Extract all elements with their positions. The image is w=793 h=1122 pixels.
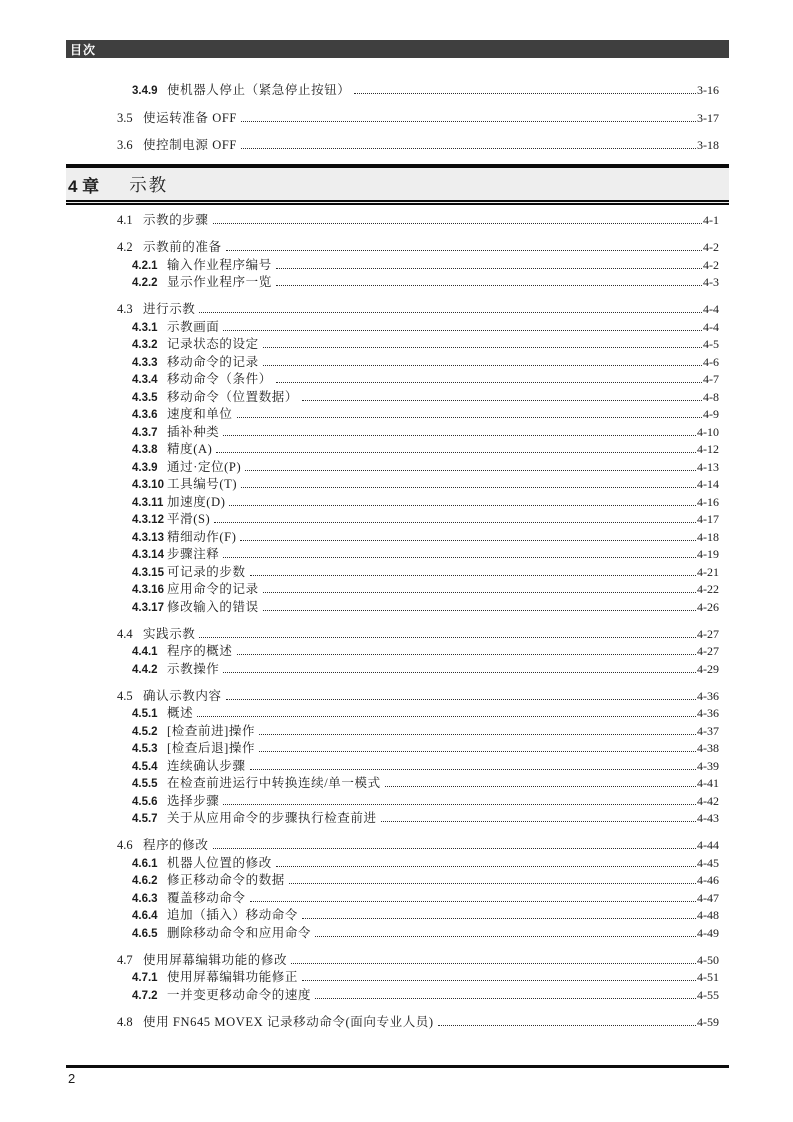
dot-leader — [240, 540, 696, 541]
toc-entry-title: 精度(A) — [167, 442, 213, 456]
toc-entry-title: 连续确认步骤 — [167, 758, 246, 773]
toc-entry-number: 4.3.11 — [132, 496, 164, 509]
dot-leader — [250, 901, 696, 902]
toc-entry-page: 4-2 — [703, 240, 719, 254]
toc-entry-page: 4-21 — [697, 564, 719, 579]
toc-entry-title: 在检查前进运行中转换连续/单一模式 — [167, 776, 381, 790]
dot-leader — [214, 522, 696, 523]
toc-entry-number: 4.3 — [117, 302, 133, 316]
toc-entry-number: 4.6 — [117, 838, 133, 852]
toc-entry[interactable] — [66, 641, 729, 659]
toc-entry[interactable] — [66, 853, 729, 871]
toc-entry-number: 4.5.6 — [132, 795, 158, 808]
toc-entry-page: 4-46 — [697, 873, 719, 887]
toc-entry-number: 4.5.3 — [132, 743, 158, 755]
toc-entry-number: 4.5.7 — [132, 813, 158, 825]
toc-entry[interactable] — [66, 950, 729, 968]
chapter-title: 示教 — [129, 174, 169, 195]
toc-entry-page: 4-39 — [697, 758, 719, 773]
dot-leader — [276, 268, 702, 269]
dot-leader — [245, 470, 696, 471]
toc-entry-page: 4-10 — [697, 424, 719, 439]
toc-entry-page: 4-4 — [703, 319, 719, 334]
toc-entry-number: 4.3.6 — [132, 409, 158, 421]
toc-entry-number: 4.3.10 — [132, 479, 164, 491]
toc-entry-page: 4-41 — [697, 776, 719, 790]
dot-leader — [237, 417, 702, 418]
dot-leader — [223, 804, 696, 805]
toc-entry[interactable] — [66, 457, 729, 475]
toc-entry-number: 4.3.4 — [132, 374, 158, 386]
toc-entry-number: 4.3.14 — [132, 549, 164, 561]
dot-leader — [250, 575, 696, 576]
toc-entry-title: 应用命令的记录 — [167, 582, 259, 596]
toc-entry[interactable] — [66, 108, 729, 126]
toc-entry-title: 实践示教 — [143, 626, 196, 641]
dot-leader — [263, 592, 696, 593]
toc-entry[interactable] — [66, 492, 729, 510]
toc-entry-number: 3.6 — [117, 138, 133, 152]
dot-leader — [199, 637, 696, 638]
toc-entry-page: 4-19 — [697, 547, 719, 561]
toc-entry-page: 4-49 — [697, 925, 719, 940]
toc-entry[interactable] — [66, 923, 729, 941]
toc-entry-number: 4.5.2 — [132, 725, 158, 738]
toc-entry-page: 3-17 — [697, 110, 719, 125]
toc-entry-number: 4.3.12 — [132, 514, 164, 526]
dot-leader — [302, 400, 702, 401]
toc-entry-number: 4.3.9 — [132, 461, 158, 474]
dot-leader — [263, 347, 702, 348]
toc-entry-title: 移动命令（条件） — [167, 372, 272, 386]
toc-entry-page: 4-18 — [697, 529, 719, 544]
dot-leader — [216, 452, 696, 453]
toc-entry-page: 4-44 — [697, 838, 719, 852]
toc-entry-title: 通过·定位(P) — [167, 459, 242, 474]
toc-entry[interactable] — [66, 905, 729, 923]
dot-leader — [302, 918, 696, 919]
page-header-label: 目次 — [70, 42, 97, 57]
toc-entry-page: 4-9 — [703, 407, 719, 421]
toc-entry-page: 4-59 — [697, 1014, 719, 1029]
toc-entry-title: 示教画面 — [167, 319, 220, 334]
toc-entry-page: 4-38 — [697, 741, 719, 755]
toc-entry-page: 4-48 — [697, 908, 719, 922]
toc-entry-page: 4-16 — [697, 494, 719, 509]
dot-leader — [438, 1025, 696, 1026]
toc-entry-number: 3.5 — [117, 110, 133, 125]
dot-leader — [223, 330, 702, 331]
toc-entry[interactable] — [66, 352, 729, 370]
toc-entry-title: 平滑(S) — [167, 512, 211, 526]
toc-entry-page: 4-6 — [703, 354, 719, 369]
toc-entry-title: 关于从应用命令的步骤执行检查前进 — [167, 811, 377, 825]
toc-entry-title: 使用屏幕编辑功能修正 — [167, 970, 299, 984]
toc-entry-page: 4-27 — [697, 644, 719, 658]
toc-entry[interactable] — [66, 439, 729, 457]
toc-entry[interactable] — [66, 870, 729, 888]
toc-entry-title: 步骤注释 — [167, 547, 220, 561]
toc-entry-page: 4-1 — [703, 213, 719, 227]
toc-entry-number: 4.6.2 — [132, 875, 158, 887]
toc-entry-title: 程序的修改 — [143, 838, 209, 852]
toc-entry-page: 4-47 — [697, 890, 719, 905]
toc-entry-title: 使运转准备 OFF — [143, 110, 237, 125]
toc-entry-page: 4-26 — [697, 599, 719, 614]
toc-entry[interactable] — [66, 404, 729, 422]
toc-entry[interactable] — [66, 387, 729, 405]
toc-entry-number: 4.7.1 — [132, 972, 158, 984]
toc-entry-number: 4.1 — [117, 213, 133, 227]
dot-leader — [291, 963, 696, 964]
toc-entry-title: 示教操作 — [167, 661, 220, 676]
toc-entry[interactable] — [66, 703, 729, 721]
toc-entry-number: 4.3.17 — [132, 601, 164, 614]
toc-chapter4 — [66, 210, 729, 1029]
toc-entry[interactable] — [66, 985, 729, 1003]
toc-entry[interactable] — [66, 659, 729, 677]
dot-leader — [276, 285, 702, 286]
dot-leader — [226, 250, 702, 251]
toc-entry-title: 移动命令的记录 — [167, 354, 259, 369]
toc-entry-page: 4-17 — [697, 512, 719, 526]
toc-entry-number: 4.5.5 — [132, 778, 158, 790]
toc-entry-page: 4-43 — [697, 811, 719, 825]
dot-leader — [289, 883, 696, 884]
toc-entry-number: 4.3.2 — [132, 339, 158, 351]
toc-entry-title: 覆盖移动命令 — [167, 890, 246, 905]
toc-entry[interactable] — [66, 597, 729, 615]
toc-entry[interactable] — [66, 544, 729, 562]
toc-entry-page: 4-12 — [697, 442, 719, 456]
toc-entry-title: 选择步骤 — [167, 793, 220, 808]
toc-entry-page: 4-22 — [697, 582, 719, 596]
toc-entry-number: 4.4.1 — [132, 646, 158, 658]
toc-entry-title: 一并变更移动命令的速度 — [167, 987, 312, 1002]
toc-entry-page: 4-55 — [697, 987, 719, 1002]
toc-entry-page: 4-36 — [697, 688, 719, 703]
dot-leader — [223, 435, 696, 436]
dot-leader — [381, 821, 696, 822]
toc-entry-title: 移动命令（位置数据） — [167, 389, 299, 404]
dot-leader — [241, 487, 696, 488]
toc-entry-number: 4.3.3 — [132, 356, 158, 369]
toc-entry-page: 4-5 — [703, 337, 719, 351]
toc-entry-number: 4.6.5 — [132, 927, 158, 940]
toc-entry[interactable] — [66, 255, 729, 273]
toc-entry-number: 4.4 — [117, 626, 133, 641]
toc-entry-title: 示教前的准备 — [143, 240, 222, 254]
toc-entry-page: 4-8 — [703, 389, 719, 404]
dot-leader — [229, 505, 696, 506]
toc-entry[interactable] — [66, 80, 729, 98]
dot-leader — [199, 312, 702, 313]
dot-leader — [276, 382, 702, 383]
toc-entry-title: 输入作业程序编号 — [167, 257, 272, 272]
chapter4-heading — [66, 164, 729, 205]
dot-leader — [226, 699, 696, 700]
toc-entry[interactable] — [66, 756, 729, 774]
toc-entry-number: 4.3.7 — [132, 426, 158, 439]
toc-entry-title: 使机器人停止（紧急停止按钮） — [167, 83, 351, 97]
toc-entry[interactable] — [66, 527, 729, 545]
dot-leader — [250, 769, 696, 770]
footer-page-number: 2 — [68, 1071, 76, 1086]
toc-entry[interactable] — [66, 579, 729, 597]
dot-leader — [302, 980, 696, 981]
toc-entry-page: 4-51 — [697, 970, 719, 984]
toc-entry[interactable] — [66, 562, 729, 580]
toc-entry-title: 使控制电源 OFF — [143, 138, 237, 152]
toc-entry-number: 4.2.1 — [132, 259, 158, 272]
toc-entry-title: 使用屏幕编辑功能的修改 — [143, 952, 288, 967]
dot-leader — [213, 223, 702, 224]
dot-leader — [223, 557, 696, 558]
footer-rule — [66, 1065, 729, 1068]
dot-leader — [223, 672, 696, 673]
toc-entry-number: 4.5.1 — [132, 708, 158, 720]
toc-entry-number: 4.6.4 — [132, 910, 158, 922]
toc-entry[interactable] — [66, 369, 729, 387]
toc-entry-title: 确认示教内容 — [143, 688, 222, 703]
toc-entry-number: 4.3.15 — [132, 566, 164, 579]
toc-entry-page: 3-16 — [697, 83, 719, 97]
toc-entry[interactable] — [66, 888, 729, 906]
toc-entry[interactable] — [66, 808, 729, 826]
toc-entry-title: 程序的概述 — [167, 644, 233, 658]
toc-entry[interactable] — [66, 791, 729, 809]
dot-leader — [315, 998, 696, 999]
toc-entry-page: 4-13 — [697, 459, 719, 474]
toc-entry[interactable] — [66, 967, 729, 985]
toc-entry[interactable] — [66, 334, 729, 352]
dot-leader — [259, 751, 696, 752]
toc-entry-page: 3-18 — [697, 138, 719, 152]
toc-entry-page: 4-2 — [703, 257, 719, 272]
toc-entry-page: 4-27 — [697, 626, 719, 641]
toc-entry-page: 4-36 — [697, 706, 719, 720]
toc-entry-number: 4.3.13 — [132, 531, 164, 544]
toc-entry-title: 修改输入的错误 — [167, 599, 259, 614]
toc-entry-number: 4.3.16 — [132, 584, 164, 596]
toc-entry[interactable] — [66, 272, 729, 290]
toc-chapter3-tail — [66, 76, 729, 153]
toc-entry-number: 4.7 — [117, 952, 133, 967]
toc-entry-page: 4-14 — [697, 477, 719, 491]
toc-entry-number: 4.3.5 — [132, 391, 158, 404]
toc-entry[interactable] — [66, 299, 729, 317]
toc-entry-title: 显示作业程序一览 — [167, 275, 272, 289]
toc-entry[interactable] — [66, 135, 729, 153]
toc-entry-number: 4.8 — [117, 1014, 133, 1029]
toc-entry-number: 4.6.1 — [132, 857, 158, 870]
dot-leader — [259, 734, 696, 735]
toc-entry[interactable] — [66, 210, 729, 228]
toc-entry-page: 4-42 — [697, 793, 719, 808]
toc-entry-title: 机器人位置的修改 — [167, 855, 272, 870]
toc-entry-title: 工具编号(T) — [167, 477, 238, 491]
toc-entry-page: 4-29 — [697, 661, 719, 676]
toc-entry-title: 修正移动命令的数据 — [167, 873, 285, 887]
toc-entry-number: 4.3.1 — [132, 321, 158, 334]
toc-entry-title: 加速度(D) — [167, 494, 226, 509]
toc-entry[interactable] — [66, 237, 729, 255]
toc-entry-number: 4.3.8 — [132, 444, 158, 456]
toc-entry[interactable] — [66, 422, 729, 440]
toc-entry-page: 4-37 — [697, 723, 719, 738]
toc-entry-title: 插补种类 — [167, 424, 220, 439]
toc-entry-title: 精细动作(F) — [167, 529, 237, 544]
toc-entry[interactable] — [66, 835, 729, 853]
toc-entry[interactable] — [66, 738, 729, 756]
toc-entry[interactable] — [66, 624, 729, 642]
dot-leader — [241, 121, 696, 122]
toc-entry-title: 记录状态的设定 — [167, 337, 259, 351]
dot-leader — [241, 148, 696, 149]
toc-entry-title: [检查前进]操作 — [167, 723, 256, 738]
toc-entry-title: 可记录的步数 — [167, 564, 246, 579]
dot-leader — [354, 93, 696, 94]
toc-entry-title: 进行示教 — [143, 302, 196, 316]
toc-entry[interactable] — [66, 773, 729, 791]
toc-entry[interactable] — [66, 1012, 729, 1030]
toc-entry-title: 追加（插入）移动命令 — [167, 908, 299, 922]
toc-entry-title: [检查后退]操作 — [167, 741, 256, 755]
toc-entry-number: 4.7.2 — [132, 989, 158, 1002]
toc-entry-title: 概述 — [167, 706, 194, 720]
dot-leader — [385, 786, 696, 787]
toc-entry-number: 4.2 — [117, 240, 133, 254]
toc-entry-number: 4.6.3 — [132, 892, 158, 905]
dot-leader — [263, 610, 696, 611]
toc-entry[interactable] — [66, 317, 729, 335]
toc-entry-title: 示教的步骤 — [143, 213, 209, 227]
toc-entry-page: 4-4 — [703, 302, 719, 316]
toc-entry-number: 4.4.2 — [132, 663, 158, 676]
toc-entry-page: 4-45 — [697, 855, 719, 870]
dot-leader — [276, 866, 696, 867]
dot-leader — [197, 716, 696, 717]
toc-entry[interactable] — [66, 474, 729, 492]
dot-leader — [315, 936, 696, 937]
page-header-bar — [66, 40, 729, 58]
dot-leader — [263, 365, 702, 366]
toc-entry[interactable] — [66, 686, 729, 704]
toc-entry[interactable] — [66, 509, 729, 527]
toc-entry-title: 使用 FN645 MOVEX 记录移动命令(面向专业人员) — [143, 1014, 434, 1029]
toc-entry-number: 4.5 — [117, 688, 133, 703]
toc-entry-page: 4-3 — [703, 275, 719, 289]
toc-entry-page: 4-7 — [703, 372, 719, 386]
toc-entry-number: 4.5.4 — [132, 760, 158, 773]
toc-entry-page: 4-50 — [697, 952, 719, 967]
toc-entry-number: 3.4.9 — [132, 85, 158, 97]
dot-leader — [237, 654, 696, 655]
toc-entry-title: 速度和单位 — [167, 407, 233, 421]
toc-entry[interactable] — [66, 721, 729, 739]
toc-entry-title: 删除移动命令和应用命令 — [167, 925, 312, 940]
dot-leader — [213, 848, 696, 849]
toc-entry-number: 4.2.2 — [132, 277, 158, 289]
chapter-number: 4 章 — [68, 176, 100, 196]
